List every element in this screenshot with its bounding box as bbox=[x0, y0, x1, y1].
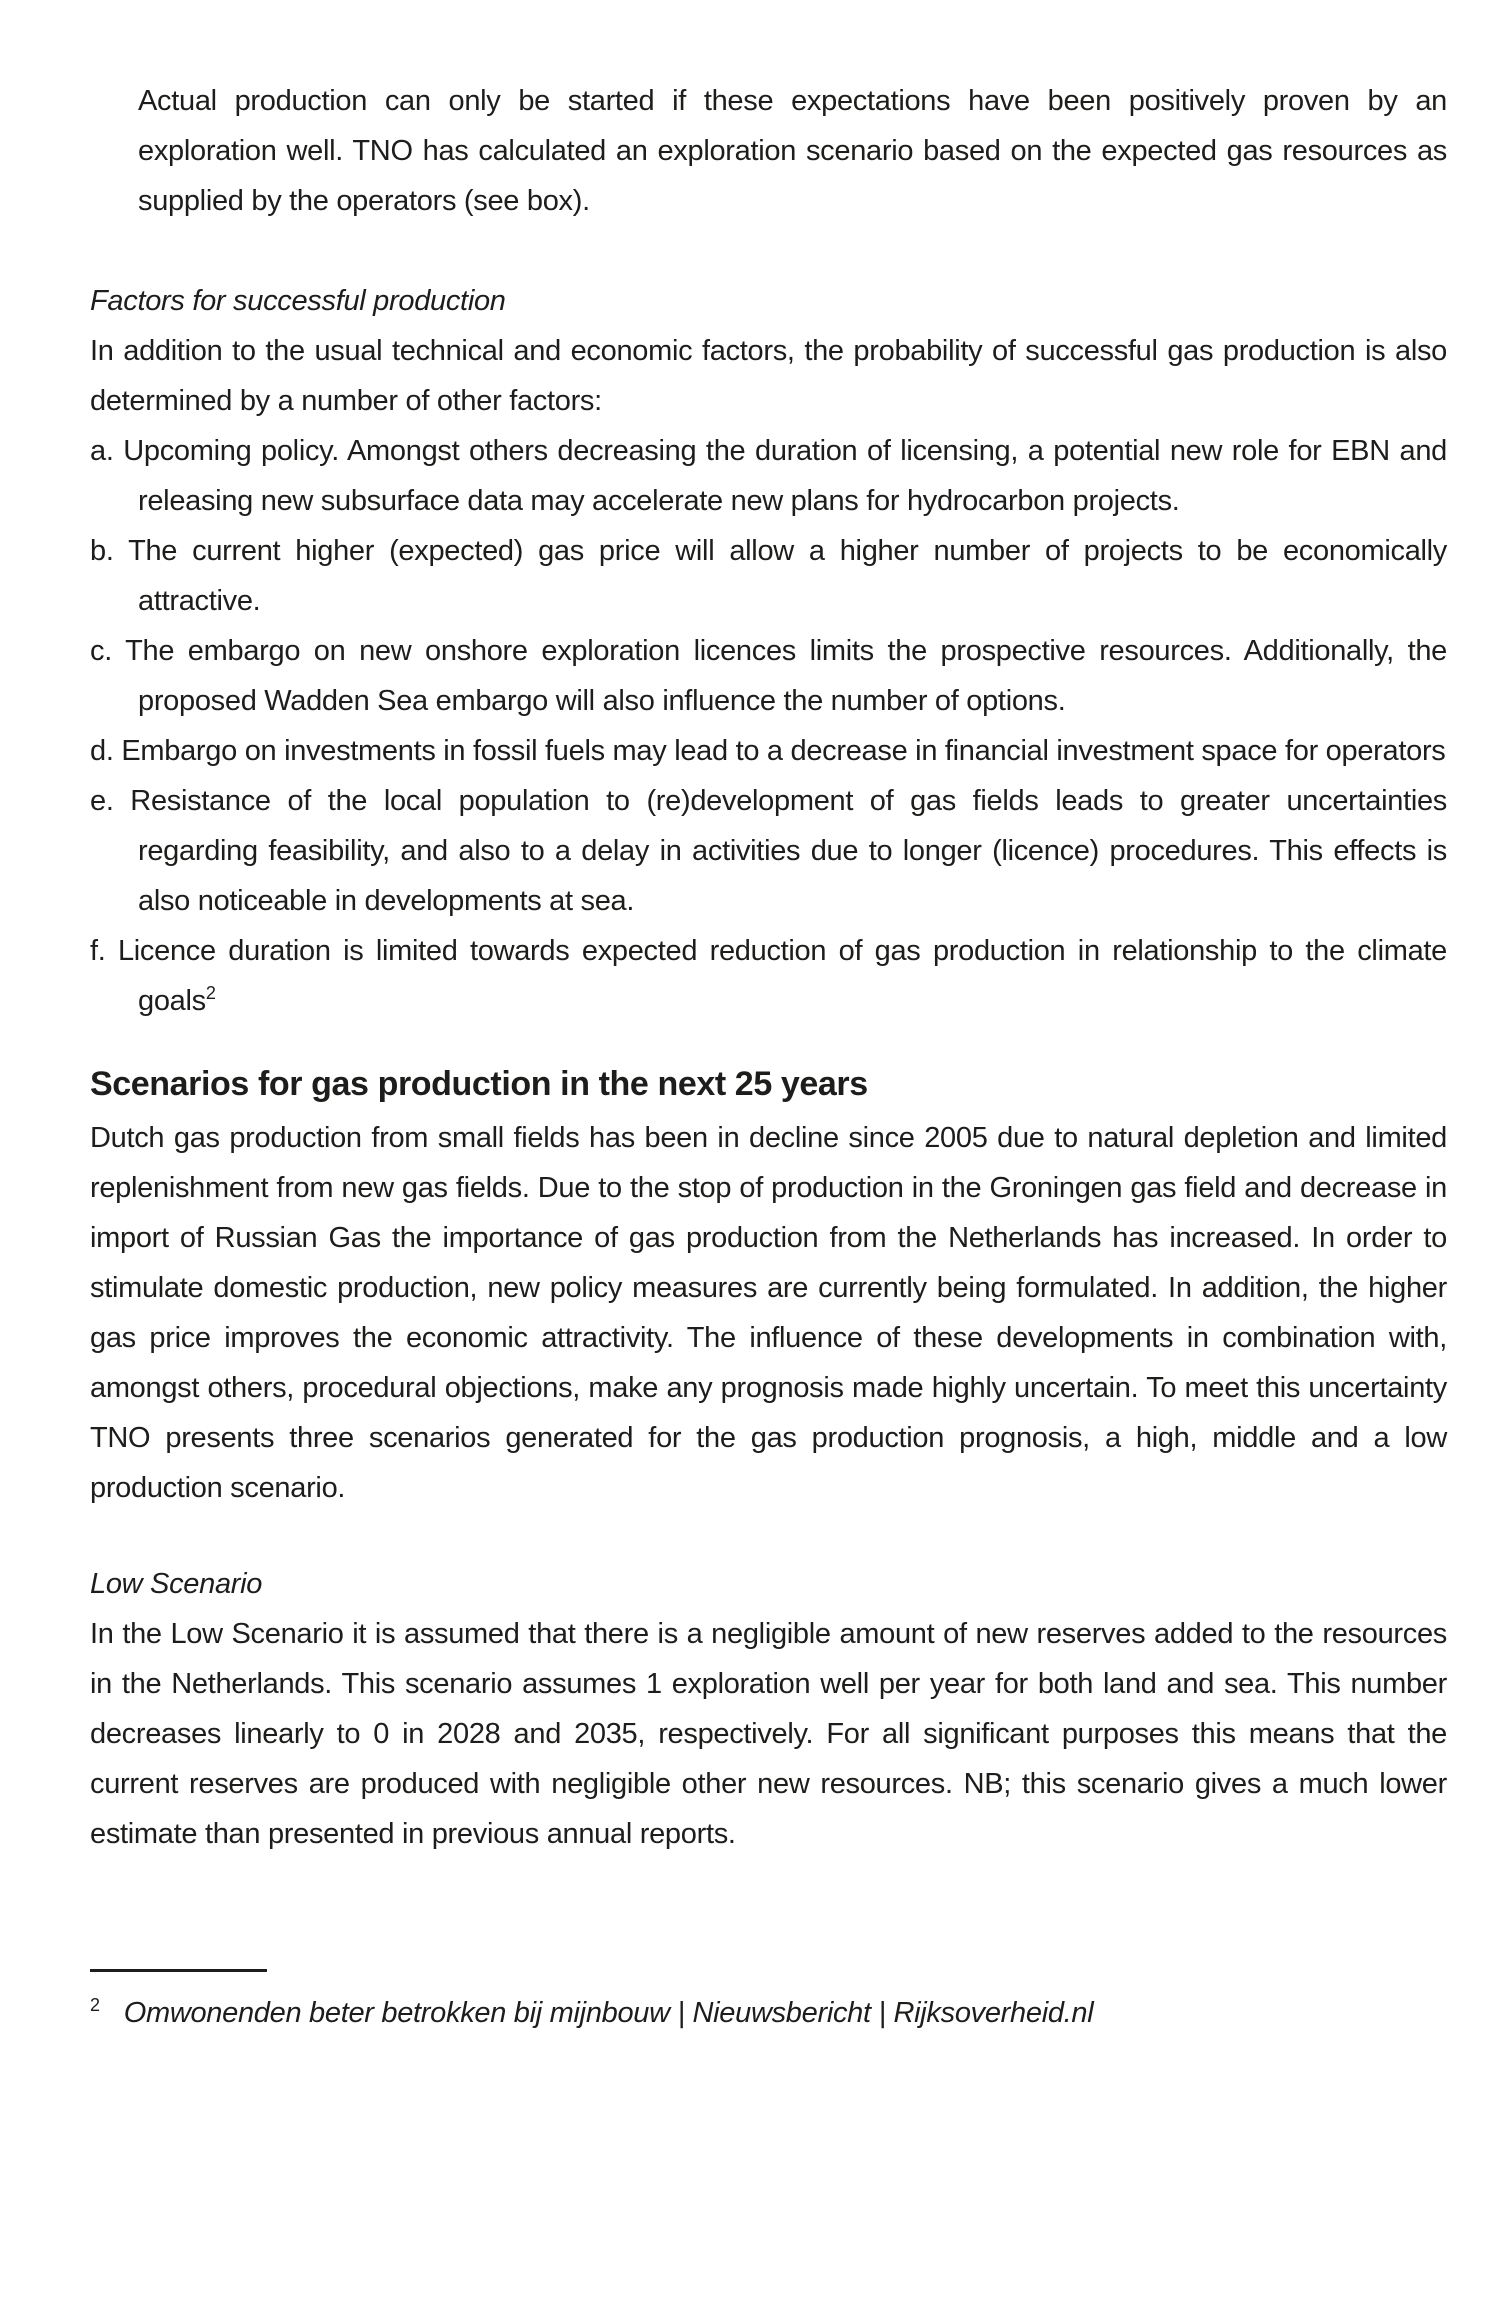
factors-heading: Factors for successful production bbox=[90, 285, 506, 317]
low-scenario-heading: Low Scenario bbox=[90, 1568, 263, 1600]
footnote bbox=[90, 1992, 1447, 2037]
list-item-text: Licence duration is limited towards expected reduction of gas production in relationship to the climate goals bbox=[117, 935, 1447, 1017]
list-item-marker: c. bbox=[90, 635, 112, 667]
list-item-a bbox=[90, 426, 1447, 526]
list-item-marker: b. bbox=[90, 535, 114, 567]
factors-list bbox=[90, 426, 1447, 1026]
footnote-text: Omwonenden beter betrokken bij mijnbouw | Nieuwsbericht | Rijksoverheid.nl bbox=[123, 1997, 1094, 2029]
footnote-marker: 2 bbox=[90, 1995, 100, 2015]
list-item-text: Embargo on investments in fossil fuels may lead to a decrease in financial investment space for operators bbox=[121, 735, 1446, 767]
list-item-text: Upcoming policy. Amongst others decreasing the duration of licensing, a potential new role for EBN and releasing new subsurface data may accelerate new plans for hydrocarbon projects. bbox=[123, 435, 1447, 517]
scenarios-heading: Scenarios for gas production in the next 25 years bbox=[90, 1065, 868, 1103]
footnote-block bbox=[90, 1969, 1447, 2037]
list-item-d bbox=[90, 726, 1447, 776]
list-item-e bbox=[90, 776, 1447, 926]
list-item-b bbox=[90, 526, 1447, 626]
low-scenario-paragraph: In the Low Scenario it is assumed that there is a negligible amount of new reserves added to the resources in the Netherlands. This scenario assumes 1 exploration well per year for both land and sea. This number decreases linearly to 0 in 2028 and 2035, respectively. For all significant purposes this means that the current reserves are produced with negligible other new resources. NB; this scenario gives a much lower estimate than presented in previous annual reports. bbox=[90, 1618, 1447, 1850]
list-item-marker: f. bbox=[90, 935, 106, 967]
footnote-ref: 2 bbox=[205, 983, 216, 1003]
list-item-marker: e. bbox=[90, 785, 114, 817]
list-item-f bbox=[90, 926, 1447, 1026]
list-item-text: Resistance of the local population to (re)development of gas fields leads to greater uncertainties regarding feasibility, and also to a delay in activities due to longer (licence) procedures. This effects is also noticeable in developments at sea. bbox=[130, 785, 1447, 917]
list-item-text: The current higher (expected) gas price will allow a higher number of projects to be economically attractive. bbox=[128, 535, 1448, 617]
intro-paragraph: Actual production can only be started if these expectations have been positively proven by an exploration well. TNO has calculated an exploration scenario based on the expected gas resources as supplied by the operators (see box). bbox=[138, 85, 1447, 217]
list-item-text: The embargo on new onshore exploration licences limits the prospective resources. Additionally, the proposed Wadden Sea embargo will also influence the number of options. bbox=[125, 635, 1447, 717]
scenarios-paragraph: Dutch gas production from small fields has been in decline since 2005 due to natural depletion and limited replenishment from new gas fields. Due to the stop of production in the Groningen gas field and decrease in import of Russian Gas the importance of gas production from the Netherlands has increased. In order to stimulate domestic production, new policy measures are currently being formulated. In addition, the higher gas price improves the economic attractivity. The influence of these developments in combination with, amongst others, procedural objections, make any prognosis made highly uncertain. To meet this uncertainty TNO presents three scenarios generated for the gas production prognosis, a high, middle and a low production scenario. bbox=[90, 1122, 1447, 1504]
list-item-marker: d. bbox=[90, 735, 114, 767]
factors-intro-paragraph: In addition to the usual technical and economic factors, the probability of successful gas production is also determined by a number of other factors: bbox=[90, 335, 1447, 417]
list-item-marker: a. bbox=[90, 435, 114, 467]
footnote-divider bbox=[90, 1969, 267, 1972]
list-item-c bbox=[90, 626, 1447, 726]
